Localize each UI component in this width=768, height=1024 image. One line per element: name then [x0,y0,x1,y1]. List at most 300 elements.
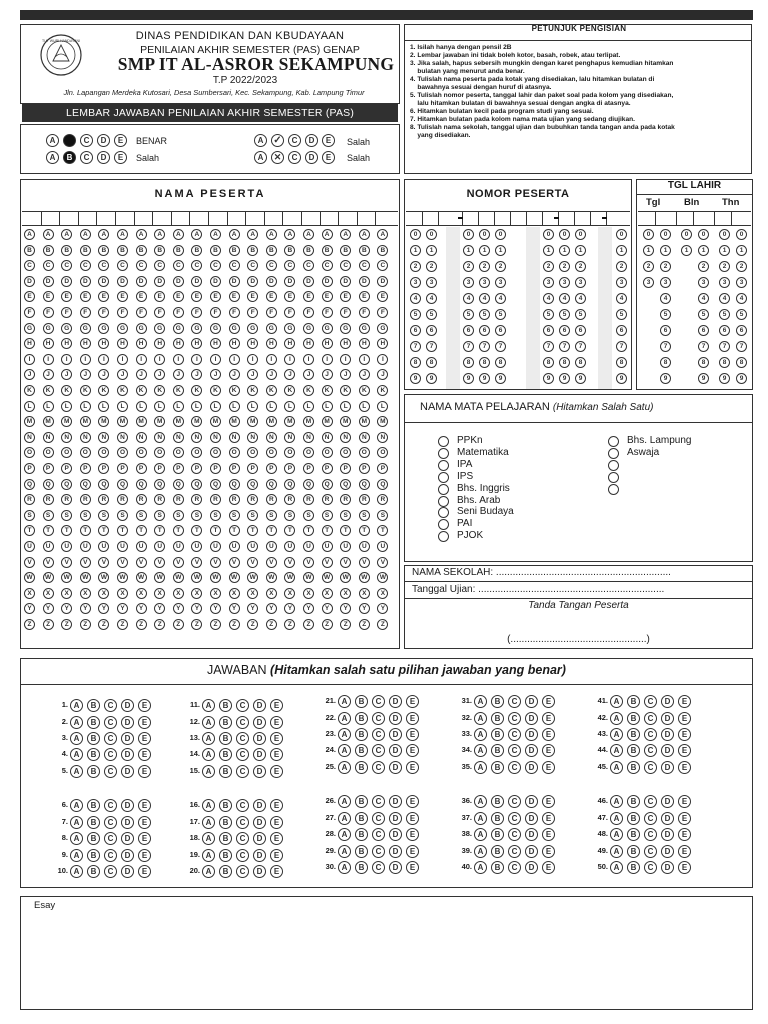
nama-bubble-h[interactable]: H [303,338,314,349]
nama-bubble-c[interactable]: C [284,260,295,271]
nama-bubble-q[interactable]: Q [210,479,221,490]
nama-bubble-d[interactable]: D [303,276,314,287]
nama-bubble-w[interactable]: W [191,572,202,583]
answer-bubble-c[interactable]: C [372,795,385,808]
nama-bubble-m[interactable]: M [61,416,72,427]
nama-bubble-a[interactable]: A [191,229,202,240]
nama-bubble-i[interactable]: I [24,354,35,365]
nama-bubble-v[interactable]: V [322,557,333,568]
nama-bubble-b[interactable]: B [43,245,54,256]
nama-bubble-q[interactable]: Q [117,479,128,490]
answer-bubble-c[interactable]: C [372,712,385,725]
answer-bubble-c[interactable]: C [236,865,249,878]
answer-bubble-d[interactable]: D [661,728,674,741]
nomor-bubble-2[interactable]: 2 [543,261,554,272]
tgl-bubble-0[interactable]: 0 [736,229,747,240]
nama-bubble-h[interactable]: H [266,338,277,349]
tgl-bubble-7[interactable]: 7 [719,341,730,352]
nama-bubble-g[interactable]: G [43,323,54,334]
nama-bubble-t[interactable]: T [136,525,147,536]
answer-bubble-b[interactable]: B [87,865,100,878]
nama-bubble-l[interactable]: L [247,401,258,412]
nama-bubble-x[interactable]: X [24,588,35,599]
answer-bubble-b[interactable]: B [491,761,504,774]
nama-bubble-x[interactable]: X [284,588,295,599]
answer-bubble-a[interactable]: A [474,861,487,874]
nama-bubble-j[interactable]: J [210,369,221,380]
nama-bubble-l[interactable]: L [136,401,147,412]
nama-bubble-v[interactable]: V [173,557,184,568]
nomor-bubble-7[interactable]: 7 [543,341,554,352]
nama-bubble-r[interactable]: R [80,494,91,505]
nama-bubble-c[interactable]: C [191,260,202,271]
nama-bubble-j[interactable]: J [284,369,295,380]
example-bubble-e[interactable]: E [322,151,335,164]
nama-bubble-q[interactable]: Q [24,479,35,490]
nama-bubble-s[interactable]: S [43,510,54,521]
answer-bubble-c[interactable]: C [236,816,249,829]
nama-bubble-d[interactable]: D [247,276,258,287]
nama-bubble-t[interactable]: T [61,525,72,536]
nama-bubble-a[interactable]: A [322,229,333,240]
answer-bubble-b[interactable]: B [355,845,368,858]
answer-bubble-a[interactable]: A [610,828,623,841]
nama-bubble-h[interactable]: H [284,338,295,349]
answer-bubble-c[interactable]: C [508,744,521,757]
nomor-bubble-6[interactable]: 6 [479,325,490,336]
nama-bubble-x[interactable]: X [98,588,109,599]
nomor-bubble-4[interactable]: 4 [543,293,554,304]
nama-bubble-j[interactable]: J [303,369,314,380]
answer-bubble-c[interactable]: C [508,828,521,841]
nama-bubble-v[interactable]: V [284,557,295,568]
nama-bubble-z[interactable]: Z [24,619,35,630]
nomor-bubble-5[interactable]: 5 [495,309,506,320]
answer-bubble-d[interactable]: D [661,812,674,825]
nama-bubble-z[interactable]: Z [322,619,333,630]
nama-bubble-t[interactable]: T [303,525,314,536]
answer-bubble-a[interactable]: A [338,812,351,825]
nama-bubble-u[interactable]: U [24,541,35,552]
nama-bubble-v[interactable]: V [24,557,35,568]
answer-bubble-a[interactable]: A [610,761,623,774]
answer-bubble-c[interactable]: C [236,765,249,778]
nama-bubble-a[interactable]: A [61,229,72,240]
nomor-bubble-1[interactable]: 1 [410,245,421,256]
answer-bubble-e[interactable]: E [270,816,283,829]
nama-bubble-p[interactable]: P [154,463,165,474]
answer-bubble-e[interactable]: E [270,849,283,862]
nomor-bubble-9[interactable]: 9 [463,373,474,384]
nama-bubble-u[interactable]: U [61,541,72,552]
nama-bubble-q[interactable]: Q [284,479,295,490]
nama-bubble-y[interactable]: Y [191,603,202,614]
nama-bubble-k[interactable]: K [98,385,109,396]
nama-bubble-v[interactable]: V [154,557,165,568]
nama-bubble-p[interactable]: P [340,463,351,474]
nomor-digit-boxes[interactable] [406,211,630,226]
answer-bubble-d[interactable]: D [525,861,538,874]
nama-bubble-a[interactable]: A [340,229,351,240]
nomor-bubble-4[interactable]: 4 [410,293,421,304]
answer-bubble-e[interactable]: E [542,861,555,874]
nama-bubble-m[interactable]: M [80,416,91,427]
nama-bubble-w[interactable]: W [359,572,370,583]
nama-bubble-l[interactable]: L [43,401,54,412]
nama-bubble-s[interactable]: S [284,510,295,521]
example-bubble-e[interactable]: E [322,134,335,147]
answer-bubble-e[interactable]: E [542,828,555,841]
answer-bubble-c[interactable]: C [104,716,117,729]
answer-bubble-a[interactable]: A [202,716,215,729]
tgl-bubble-0[interactable]: 0 [719,229,730,240]
answer-bubble-a[interactable]: A [474,744,487,757]
nama-bubble-d[interactable]: D [24,276,35,287]
answer-bubble-b[interactable]: B [491,744,504,757]
answer-bubble-d[interactable]: D [389,744,402,757]
nama-bubble-n[interactable]: N [117,432,128,443]
answer-bubble-b[interactable]: B [355,795,368,808]
nama-bubble-z[interactable]: Z [43,619,54,630]
nama-bubble-m[interactable]: M [359,416,370,427]
nama-bubble-y[interactable]: Y [266,603,277,614]
nama-bubble-w[interactable]: W [61,572,72,583]
nama-bubble-e[interactable]: E [377,291,388,302]
nama-bubble-p[interactable]: P [266,463,277,474]
nama-bubble-g[interactable]: G [173,323,184,334]
answer-bubble-d[interactable]: D [389,861,402,874]
nama-bubble-g[interactable]: G [98,323,109,334]
answer-bubble-b[interactable]: B [627,695,640,708]
nama-bubble-u[interactable]: U [117,541,128,552]
answer-bubble-c[interactable]: C [644,728,657,741]
nama-bubble-g[interactable]: G [24,323,35,334]
answer-bubble-a[interactable]: A [70,748,83,761]
answer-bubble-a[interactable]: A [70,849,83,862]
nama-bubble-w[interactable]: W [80,572,91,583]
nomor-bubble-6[interactable]: 6 [543,325,554,336]
answer-bubble-b[interactable]: B [491,695,504,708]
nama-bubble-u[interactable]: U [359,541,370,552]
nama-bubble-y[interactable]: Y [117,603,128,614]
mapel-radio[interactable] [438,448,449,459]
nomor-bubble-6[interactable]: 6 [410,325,421,336]
nama-bubble-l[interactable]: L [61,401,72,412]
nama-bubble-m[interactable]: M [284,416,295,427]
nomor-bubble-3[interactable]: 3 [543,277,554,288]
answer-bubble-d[interactable]: D [525,828,538,841]
nama-bubble-p[interactable]: P [61,463,72,474]
nama-bubble-f[interactable]: F [61,307,72,318]
answer-bubble-b[interactable]: B [627,845,640,858]
nomor-bubble-7[interactable]: 7 [426,341,437,352]
answer-bubble-b[interactable]: B [627,795,640,808]
nama-bubble-i[interactable]: I [61,354,72,365]
nama-bubble-k[interactable]: K [377,385,388,396]
nomor-bubble-2[interactable]: 2 [463,261,474,272]
answer-bubble-d[interactable]: D [253,748,266,761]
nama-bubble-x[interactable]: X [80,588,91,599]
answer-bubble-b[interactable]: B [355,728,368,741]
nama-bubble-l[interactable]: L [229,401,240,412]
nama-bubble-k[interactable]: K [80,385,91,396]
nomor-bubble-3[interactable]: 3 [616,277,627,288]
answer-bubble-a[interactable]: A [610,712,623,725]
answer-bubble-a[interactable]: A [70,799,83,812]
nama-bubble-z[interactable]: Z [173,619,184,630]
answer-bubble-c[interactable]: C [104,765,117,778]
tgl-bubble-1[interactable]: 1 [681,245,692,256]
tgl-bubble-6[interactable]: 6 [660,325,671,336]
nama-bubble-h[interactable]: H [24,338,35,349]
nama-bubble-o[interactable]: O [210,447,221,458]
nama-bubble-l[interactable]: L [117,401,128,412]
nama-bubble-n[interactable]: N [247,432,258,443]
answer-bubble-b[interactable]: B [87,732,100,745]
nama-bubble-t[interactable]: T [359,525,370,536]
nama-bubble-x[interactable]: X [43,588,54,599]
answer-bubble-c[interactable]: C [644,695,657,708]
nomor-bubble-8[interactable]: 8 [575,357,586,368]
nama-bubble-x[interactable]: X [359,588,370,599]
nama-bubble-j[interactable]: J [359,369,370,380]
nama-bubble-r[interactable]: R [322,494,333,505]
nama-bubble-r[interactable]: R [61,494,72,505]
nama-bubble-w[interactable]: W [284,572,295,583]
answer-bubble-c[interactable]: C [104,699,117,712]
answer-bubble-b[interactable]: B [491,845,504,858]
nama-bubble-f[interactable]: F [359,307,370,318]
nomor-bubble-0[interactable]: 0 [479,229,490,240]
nomor-bubble-6[interactable]: 6 [495,325,506,336]
nomor-bubble-4[interactable]: 4 [575,293,586,304]
nama-bubble-v[interactable]: V [117,557,128,568]
nama-bubble-q[interactable]: Q [80,479,91,490]
tgl-bubble-9[interactable]: 9 [736,373,747,384]
answer-bubble-e[interactable]: E [542,712,555,725]
answer-bubble-d[interactable]: D [389,728,402,741]
answer-bubble-c[interactable]: C [508,795,521,808]
answer-bubble-c[interactable]: C [508,845,521,858]
nomor-bubble-2[interactable]: 2 [410,261,421,272]
mapel-radio[interactable] [438,460,449,471]
nama-bubble-i[interactable]: I [266,354,277,365]
tgl-digit-boxes[interactable] [638,211,751,226]
nama-bubble-m[interactable]: M [229,416,240,427]
nama-bubble-g[interactable]: G [359,323,370,334]
nama-sekolah-field[interactable]: NAMA SEKOLAH: ............................................................... [412,567,671,578]
nomor-bubble-0[interactable]: 0 [463,229,474,240]
nama-bubble-q[interactable]: Q [61,479,72,490]
answer-bubble-d[interactable]: D [389,712,402,725]
tgl-bubble-9[interactable]: 9 [698,373,709,384]
nama-bubble-g[interactable]: G [117,323,128,334]
nama-bubble-r[interactable]: R [136,494,147,505]
nama-bubble-n[interactable]: N [322,432,333,443]
tgl-bubble-0[interactable]: 0 [660,229,671,240]
tgl-bubble-3[interactable]: 3 [736,277,747,288]
answer-bubble-a[interactable]: A [338,795,351,808]
nama-bubble-h[interactable]: H [247,338,258,349]
nama-bubble-f[interactable]: F [24,307,35,318]
nomor-bubble-0[interactable]: 0 [495,229,506,240]
answer-bubble-c[interactable]: C [508,695,521,708]
nama-bubble-z[interactable]: Z [154,619,165,630]
nama-bubble-k[interactable]: K [303,385,314,396]
nomor-bubble-3[interactable]: 3 [410,277,421,288]
nama-bubble-e[interactable]: E [303,291,314,302]
nama-bubble-f[interactable]: F [173,307,184,318]
nama-bubble-w[interactable]: W [43,572,54,583]
nama-bubble-r[interactable]: R [284,494,295,505]
tgl-bubble-2[interactable]: 2 [698,261,709,272]
answer-bubble-d[interactable]: D [525,845,538,858]
answer-bubble-e[interactable]: E [542,845,555,858]
nama-bubble-q[interactable]: Q [340,479,351,490]
nama-bubble-v[interactable]: V [359,557,370,568]
nomor-bubble-1[interactable]: 1 [575,245,586,256]
answer-bubble-d[interactable]: D [121,699,134,712]
mapel-radio[interactable] [438,436,449,447]
answer-bubble-b[interactable]: B [627,744,640,757]
nama-bubble-f[interactable]: F [322,307,333,318]
nama-bubble-o[interactable]: O [377,447,388,458]
nama-bubble-k[interactable]: K [359,385,370,396]
example-bubble-d[interactable]: D [97,134,110,147]
answer-bubble-e[interactable]: E [270,716,283,729]
nama-bubble-o[interactable]: O [24,447,35,458]
answer-bubble-d[interactable]: D [253,865,266,878]
nama-bubble-e[interactable]: E [229,291,240,302]
essay-box[interactable] [20,896,753,1010]
answer-bubble-d[interactable]: D [525,695,538,708]
answer-bubble-e[interactable]: E [138,748,151,761]
nama-bubble-i[interactable]: I [229,354,240,365]
nama-bubble-g[interactable]: G [340,323,351,334]
nama-bubble-n[interactable]: N [284,432,295,443]
nama-bubble-q[interactable]: Q [154,479,165,490]
tgl-bubble-6[interactable]: 6 [698,325,709,336]
answer-bubble-c[interactable]: C [372,861,385,874]
nama-bubble-b[interactable]: B [117,245,128,256]
nama-bubble-b[interactable]: B [322,245,333,256]
nama-bubble-d[interactable]: D [284,276,295,287]
answer-bubble-a[interactable]: A [338,695,351,708]
nama-bubble-m[interactable]: M [154,416,165,427]
nama-bubble-v[interactable]: V [61,557,72,568]
nama-bubble-x[interactable]: X [266,588,277,599]
answer-bubble-d[interactable]: D [389,828,402,841]
answer-bubble-b[interactable]: B [355,712,368,725]
example-bubble-b[interactable]: B [63,151,76,164]
nama-bubble-z[interactable]: Z [191,619,202,630]
answer-bubble-a[interactable]: A [202,748,215,761]
nama-bubble-m[interactable]: M [173,416,184,427]
nomor-bubble-5[interactable]: 5 [543,309,554,320]
nama-bubble-n[interactable]: N [98,432,109,443]
answer-bubble-d[interactable]: D [253,732,266,745]
nama-bubble-d[interactable]: D [359,276,370,287]
answer-bubble-c[interactable]: C [104,799,117,812]
nama-bubble-b[interactable]: B [359,245,370,256]
nama-bubble-g[interactable]: G [322,323,333,334]
nomor-bubble-8[interactable]: 8 [463,357,474,368]
nama-bubble-h[interactable]: H [229,338,240,349]
nama-bubble-t[interactable]: T [191,525,202,536]
nama-bubble-c[interactable]: C [24,260,35,271]
answer-bubble-b[interactable]: B [219,865,232,878]
answer-bubble-c[interactable]: C [644,761,657,774]
tgl-bubble-8[interactable]: 8 [719,357,730,368]
nama-bubble-l[interactable]: L [340,401,351,412]
nama-bubble-q[interactable]: Q [266,479,277,490]
nama-bubble-y[interactable]: Y [136,603,147,614]
nama-bubble-f[interactable]: F [377,307,388,318]
nama-bubble-v[interactable]: V [210,557,221,568]
tgl-bubble-2[interactable]: 2 [643,261,654,272]
nama-bubble-e[interactable]: E [24,291,35,302]
answer-bubble-a[interactable]: A [474,795,487,808]
nama-bubble-k[interactable]: K [136,385,147,396]
answer-bubble-a[interactable]: A [202,799,215,812]
nama-bubble-d[interactable]: D [136,276,147,287]
answer-bubble-d[interactable]: D [121,849,134,862]
tgl-bubble-3[interactable]: 3 [698,277,709,288]
nama-bubble-o[interactable]: O [340,447,351,458]
answer-bubble-a[interactable]: A [338,761,351,774]
answer-bubble-b[interactable]: B [87,765,100,778]
nama-bubble-g[interactable]: G [229,323,240,334]
answer-bubble-c[interactable]: C [236,732,249,745]
nama-bubble-z[interactable]: Z [136,619,147,630]
nama-bubble-n[interactable]: N [154,432,165,443]
nama-bubble-w[interactable]: W [229,572,240,583]
answer-bubble-b[interactable]: B [87,699,100,712]
answer-bubble-a[interactable]: A [338,728,351,741]
nomor-bubble-6[interactable]: 6 [616,325,627,336]
nama-bubble-r[interactable]: R [210,494,221,505]
nama-bubble-y[interactable]: Y [340,603,351,614]
nama-bubble-b[interactable]: B [210,245,221,256]
nama-bubble-o[interactable]: O [229,447,240,458]
tgl-bubble-1[interactable]: 1 [643,245,654,256]
nama-bubble-q[interactable]: Q [136,479,147,490]
tgl-bubble-4[interactable]: 4 [736,293,747,304]
answer-bubble-d[interactable]: D [661,845,674,858]
nama-bubble-o[interactable]: O [43,447,54,458]
tgl-bubble-8[interactable]: 8 [660,357,671,368]
answer-bubble-c[interactable]: C [508,761,521,774]
nama-bubble-u[interactable]: U [322,541,333,552]
nama-bubble-t[interactable]: T [377,525,388,536]
nama-bubble-m[interactable]: M [377,416,388,427]
tgl-bubble-6[interactable]: 6 [719,325,730,336]
answer-bubble-c[interactable]: C [104,816,117,829]
answer-bubble-d[interactable]: D [525,712,538,725]
nama-bubble-n[interactable]: N [303,432,314,443]
nama-bubble-s[interactable]: S [154,510,165,521]
answer-bubble-e[interactable]: E [406,828,419,841]
nama-bubble-j[interactable]: J [322,369,333,380]
nama-bubble-h[interactable]: H [210,338,221,349]
answer-bubble-b[interactable]: B [491,712,504,725]
nama-bubble-w[interactable]: W [340,572,351,583]
nama-bubble-i[interactable]: I [191,354,202,365]
nama-bubble-q[interactable]: Q [322,479,333,490]
mapel-radio[interactable] [608,484,619,495]
nama-bubble-i[interactable]: I [80,354,91,365]
nama-bubble-m[interactable]: M [340,416,351,427]
